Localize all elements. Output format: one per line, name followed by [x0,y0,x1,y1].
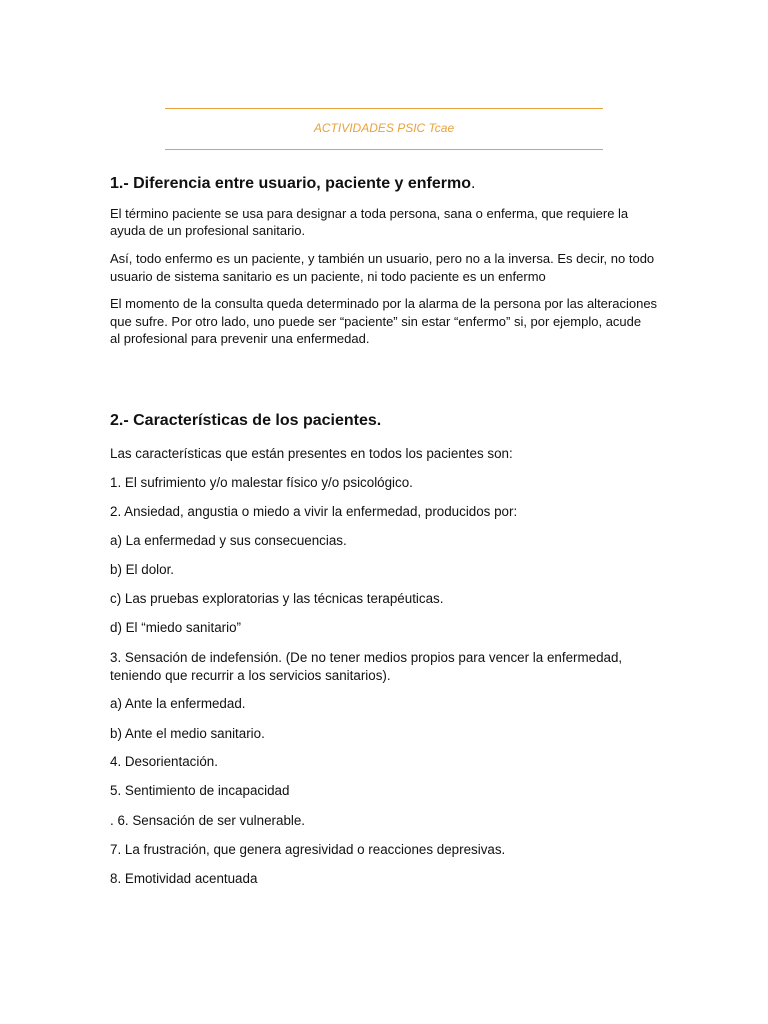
section1-p2-line-2: usuario de sistema sanitario es un paciente, ni todo paciente es un enfermo [110,269,546,284]
list-item: 2. Ansiedad, angustia o miedo a vivir la enfermedad, producidos por: [110,504,518,519]
section1-p3-line-1: El momento de la consulta queda determinado por la alarma de la persona por las alteraciones [110,296,658,311]
list-item: teniendo que recurrir a los servicios sanitarios). [110,668,391,683]
document-header-title: ACTIVIDADES PSIC Tcae [313,121,455,135]
section1-p2-line-1: Así, todo enfermo es un paciente, y también un usuario, pero no a la inversa. Es decir, no todo [110,251,655,266]
section1-heading [110,175,475,193]
list-item: b) El dolor. [110,562,175,577]
section1-p3-line-3: al profesional para prevenir una enfermedad. [110,331,370,346]
list-item: 5. Sentimiento de incapacidad [110,783,290,798]
list-item: 7. La frustración, que genera agresividad o reacciones depresivas. [110,842,506,857]
list-item: c) Las pruebas exploratorias y las técnicas terapéuticas. [110,591,444,606]
section2-heading: 2.- Características de los pacientes. [110,412,382,429]
list-item: a) Ante la enfermedad. [110,696,246,711]
header-top-rule [165,108,603,109]
section1-p1-line-1: El término paciente se usa para designar a toda persona, sana o enferma, que requiere la [110,206,629,221]
header-bottom-rule [165,149,603,150]
section1-p3-line-2: que sufre. Por otro lado, uno puede ser “paciente” sin estar “enfermo” si, por ejemplo, acude [110,314,642,329]
list-item: 4. Desorientación. [110,754,218,769]
list-item: 3. Sensación de indefensión. (De no tener medios propios para vencer la enfermedad, [110,650,623,665]
section2-intro: Las características que están presentes en todos los pacientes son: [110,446,513,461]
section1-p1-line-2: ayuda de un profesional sanitario. [110,223,306,238]
list-item: 8. Emotividad acentuada [110,871,258,886]
list-item: . 6. Sensación de ser vulnerable. [110,813,306,828]
list-item: 1. El sufrimiento y/o malestar físico y/o psicológico. [110,475,413,490]
list-item: a) La enfermedad y sus consecuencias. [110,533,347,548]
list-item: d) El “miedo sanitario” [110,620,241,635]
section1-heading-text: 1.- Diferencia entre usuario, paciente y enfermo [110,175,472,192]
list-item: b) Ante el medio sanitario. [110,726,265,741]
section1-heading-period: . [471,175,476,192]
